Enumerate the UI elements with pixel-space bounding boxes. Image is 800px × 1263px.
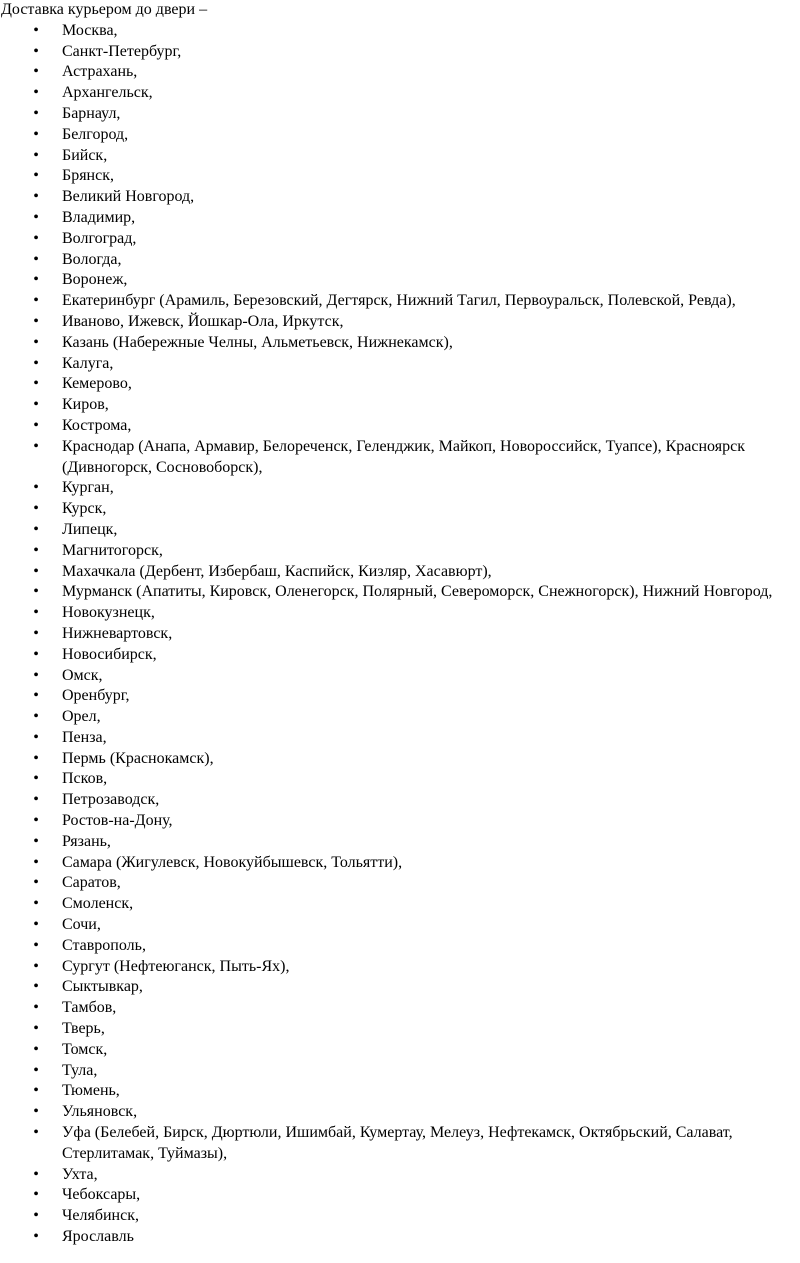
- list-item: [0, 1185, 794, 1206]
- bullet-icon: •: [33, 84, 39, 102]
- city-entry: Челябинск,: [62, 1207, 139, 1225]
- bullet-icon: •: [33, 312, 39, 330]
- bullet-icon: •: [33, 437, 39, 455]
- city-entry: Астрахань,: [62, 63, 138, 81]
- city-entry: Кострома,: [62, 416, 132, 434]
- bullet-icon: •: [33, 999, 39, 1017]
- list-item: [0, 1102, 794, 1123]
- bullet-icon: •: [33, 375, 39, 393]
- bullet-icon: •: [33, 1040, 39, 1058]
- bullet-icon: •: [33, 520, 39, 538]
- bullet-icon: •: [33, 728, 39, 746]
- bullet-icon: •: [33, 541, 39, 559]
- bullet-icon: •: [33, 167, 39, 185]
- bullet-icon: •: [33, 250, 39, 268]
- list-item: [0, 769, 794, 790]
- bullet-icon: •: [33, 479, 39, 497]
- city-entry: Волгоград,: [62, 229, 137, 247]
- bullet-icon: •: [33, 791, 39, 809]
- list-item: [0, 333, 794, 354]
- list-item: [0, 790, 794, 811]
- city-entry: Краснодар (Анапа, Армавир, Белореченск, Геленджик, Майкоп, Новороссийск, Туапсе), Красноярск (Дивногорск, Сосновоборск),: [62, 437, 745, 476]
- list-item: [0, 936, 794, 957]
- list-item: [0, 291, 794, 312]
- bullet-icon: •: [33, 188, 39, 206]
- list-item: [0, 957, 794, 978]
- bullet-icon: •: [33, 624, 39, 642]
- list-item: [0, 250, 794, 271]
- list-item: [0, 853, 794, 874]
- city-entry: Смоленск,: [62, 895, 134, 913]
- city-entry: Сочи,: [62, 916, 101, 934]
- bullet-icon: •: [33, 21, 39, 39]
- list-item: [0, 229, 794, 250]
- bullet-icon: •: [33, 583, 39, 601]
- city-entry: Псков,: [62, 770, 108, 788]
- city-entry: Ярославль: [62, 1228, 134, 1246]
- city-entry: Воронеж,: [62, 271, 128, 289]
- city-entry: Тюмень,: [62, 1082, 120, 1100]
- city-entry: Новокузнецк,: [62, 604, 155, 622]
- list-item: [0, 146, 794, 167]
- bullet-icon: •: [33, 832, 39, 850]
- bullet-icon: •: [33, 1124, 39, 1142]
- list-item: [0, 354, 794, 375]
- list-item: [0, 499, 794, 520]
- city-entry: Рязань,: [62, 832, 111, 850]
- list-item: [0, 1123, 794, 1165]
- list-item: [0, 686, 794, 707]
- city-entry: Киров,: [62, 396, 109, 414]
- bullet-icon: •: [33, 957, 39, 975]
- bullet-icon: •: [33, 1061, 39, 1079]
- bullet-icon: •: [33, 1020, 39, 1038]
- city-entry: Архангельск,: [62, 84, 153, 102]
- city-entry: Ставрополь,: [62, 936, 146, 954]
- city-list: [0, 21, 800, 1248]
- city-entry: Белгород,: [62, 125, 129, 143]
- list-item: [0, 873, 794, 894]
- list-item: [0, 478, 794, 499]
- city-entry: Оренбург,: [62, 687, 130, 705]
- city-entry: Чебоксары,: [62, 1186, 141, 1204]
- bullet-icon: •: [33, 666, 39, 684]
- bullet-icon: •: [33, 500, 39, 518]
- bullet-icon: •: [33, 271, 39, 289]
- bullet-icon: •: [33, 812, 39, 830]
- list-item: [0, 42, 794, 63]
- bullet-icon: •: [33, 895, 39, 913]
- city-entry: Магнитогорск,: [62, 541, 163, 559]
- list-item: [0, 395, 794, 416]
- city-entry: Екатеринбург (Арамиль, Березовский, Дегтярск, Нижний Тагил, Первоуральск, Полевской, Ревда),: [62, 292, 736, 310]
- city-entry: Великий Новгород,: [62, 188, 195, 206]
- city-entry: Сургут (Нефтеюганск, Пыть-Ях),: [62, 957, 290, 975]
- list-item: [0, 437, 794, 479]
- list-item: [0, 998, 794, 1019]
- bullet-icon: •: [33, 125, 39, 143]
- list-item: [0, 62, 794, 83]
- list-item: [0, 977, 794, 998]
- bullet-icon: •: [33, 645, 39, 663]
- city-entry: Уфа (Белебей, Бирск, Дюртюли, Ишимбай, Кумертау, Мелеуз, Нефтекамск, Октябрьский, Салават, Стерлитамак, Туймазы),: [62, 1124, 733, 1162]
- bullet-icon: •: [33, 42, 39, 60]
- city-entry: Самара (Жигулевск, Новокуйбышевск, Тольятти),: [62, 853, 403, 871]
- list-item: [0, 166, 794, 187]
- city-entry: Ростов-на-Дону,: [62, 812, 173, 830]
- city-entry: Вологда,: [62, 250, 122, 268]
- bullet-icon: •: [33, 749, 39, 767]
- list-item: [0, 541, 794, 562]
- city-entry: Калуга,: [62, 354, 114, 372]
- city-entry: Ухта,: [62, 1165, 98, 1183]
- bullet-icon: •: [33, 1207, 39, 1225]
- list-item: [0, 728, 794, 749]
- list-item: [0, 582, 794, 603]
- bullet-icon: •: [33, 708, 39, 726]
- bullet-icon: •: [33, 208, 39, 226]
- city-entry: Владимир,: [62, 208, 136, 226]
- list-item: [0, 83, 794, 104]
- bullet-icon: •: [33, 562, 39, 580]
- list-item: [0, 208, 794, 229]
- bullet-icon: •: [33, 63, 39, 81]
- city-entry: Тамбов,: [62, 999, 117, 1017]
- bullet-icon: •: [33, 874, 39, 892]
- list-item: [0, 1040, 794, 1061]
- city-entry: Бийск,: [62, 146, 108, 164]
- list-item: [0, 520, 794, 541]
- list-item: [0, 562, 794, 583]
- list-item: [0, 1019, 794, 1040]
- city-entry: Махачкала (Дербент, Избербаш, Каспийск, Кизляр, Хасавюрт),: [62, 562, 492, 580]
- list-item: [0, 1206, 794, 1227]
- bullet-icon: •: [33, 416, 39, 434]
- city-entry: Иваново, Ижевск, Йошкар-Ола, Иркутск,: [62, 312, 344, 330]
- bullet-icon: •: [33, 333, 39, 351]
- city-entry: Санкт-Петербург,: [62, 42, 182, 60]
- list-item: [0, 1061, 794, 1082]
- city-entry: Тверь,: [62, 1020, 105, 1038]
- bullet-icon: •: [33, 1082, 39, 1100]
- city-entry: Барнаул,: [62, 104, 121, 122]
- city-entry: Пенза,: [62, 728, 107, 746]
- bullet-icon: •: [33, 1165, 39, 1183]
- city-entry: Тула,: [62, 1061, 98, 1079]
- list-item: [0, 1081, 794, 1102]
- city-entry: Новосибирск,: [62, 645, 157, 663]
- bullet-icon: •: [33, 853, 39, 871]
- city-entry: Казань (Набережные Челны, Альметьевск, Нижнекамск),: [62, 333, 453, 351]
- list-item: [0, 666, 794, 687]
- list-item: [0, 104, 794, 125]
- bullet-icon: •: [33, 687, 39, 705]
- list-item: [0, 894, 794, 915]
- list-item: [0, 270, 794, 291]
- city-entry: Сыктывкар,: [62, 978, 143, 996]
- city-entry: Брянск,: [62, 167, 114, 185]
- city-entry: Кемерово,: [62, 375, 132, 393]
- city-entry: Саратов,: [62, 874, 121, 892]
- list-item: [0, 603, 794, 624]
- list-item: [0, 374, 794, 395]
- city-entry: Пермь (Краснокамск),: [62, 749, 214, 767]
- bullet-icon: •: [33, 1228, 39, 1246]
- bullet-icon: •: [33, 1103, 39, 1121]
- bullet-icon: •: [33, 1186, 39, 1204]
- list-item: [0, 21, 794, 42]
- list-item: [0, 1227, 794, 1248]
- bullet-icon: •: [33, 396, 39, 414]
- city-entry: Курск,: [62, 500, 107, 518]
- bullet-icon: •: [33, 978, 39, 996]
- city-entry: Нижневартовск,: [62, 624, 173, 642]
- bullet-icon: •: [33, 229, 39, 247]
- bullet-icon: •: [33, 916, 39, 934]
- list-item: [0, 125, 794, 146]
- list-item: [0, 187, 794, 208]
- bullet-icon: •: [33, 354, 39, 372]
- city-entry: Орел,: [62, 708, 101, 726]
- bullet-icon: •: [33, 292, 39, 310]
- document-heading: Доставка курьером до двери –: [1, 1, 208, 18]
- bullet-icon: •: [33, 104, 39, 122]
- bullet-icon: •: [33, 770, 39, 788]
- list-item: [0, 1165, 794, 1186]
- city-entry: Липецк,: [62, 520, 118, 538]
- list-item: [0, 749, 794, 770]
- list-item: [0, 811, 794, 832]
- city-entry: Мурманск (Апатиты, Кировск, Оленегорск, Полярный, Североморск, Снежногорск), Нижний Новгород,: [62, 583, 773, 601]
- list-item: [0, 915, 794, 936]
- list-item: [0, 416, 794, 437]
- city-entry: Омск,: [62, 666, 103, 684]
- list-item: [0, 707, 794, 728]
- bullet-icon: •: [33, 936, 39, 954]
- list-item: [0, 645, 794, 666]
- city-entry: Томск,: [62, 1040, 108, 1058]
- city-entry: Петрозаводск,: [62, 791, 160, 809]
- city-entry: Курган,: [62, 479, 114, 497]
- list-item: [0, 624, 794, 645]
- bullet-icon: •: [33, 604, 39, 622]
- list-item: [0, 312, 794, 333]
- list-item: [0, 832, 794, 853]
- city-entry: Ульяновск,: [62, 1103, 138, 1121]
- bullet-icon: •: [33, 146, 39, 164]
- city-entry: Москва,: [62, 21, 118, 39]
